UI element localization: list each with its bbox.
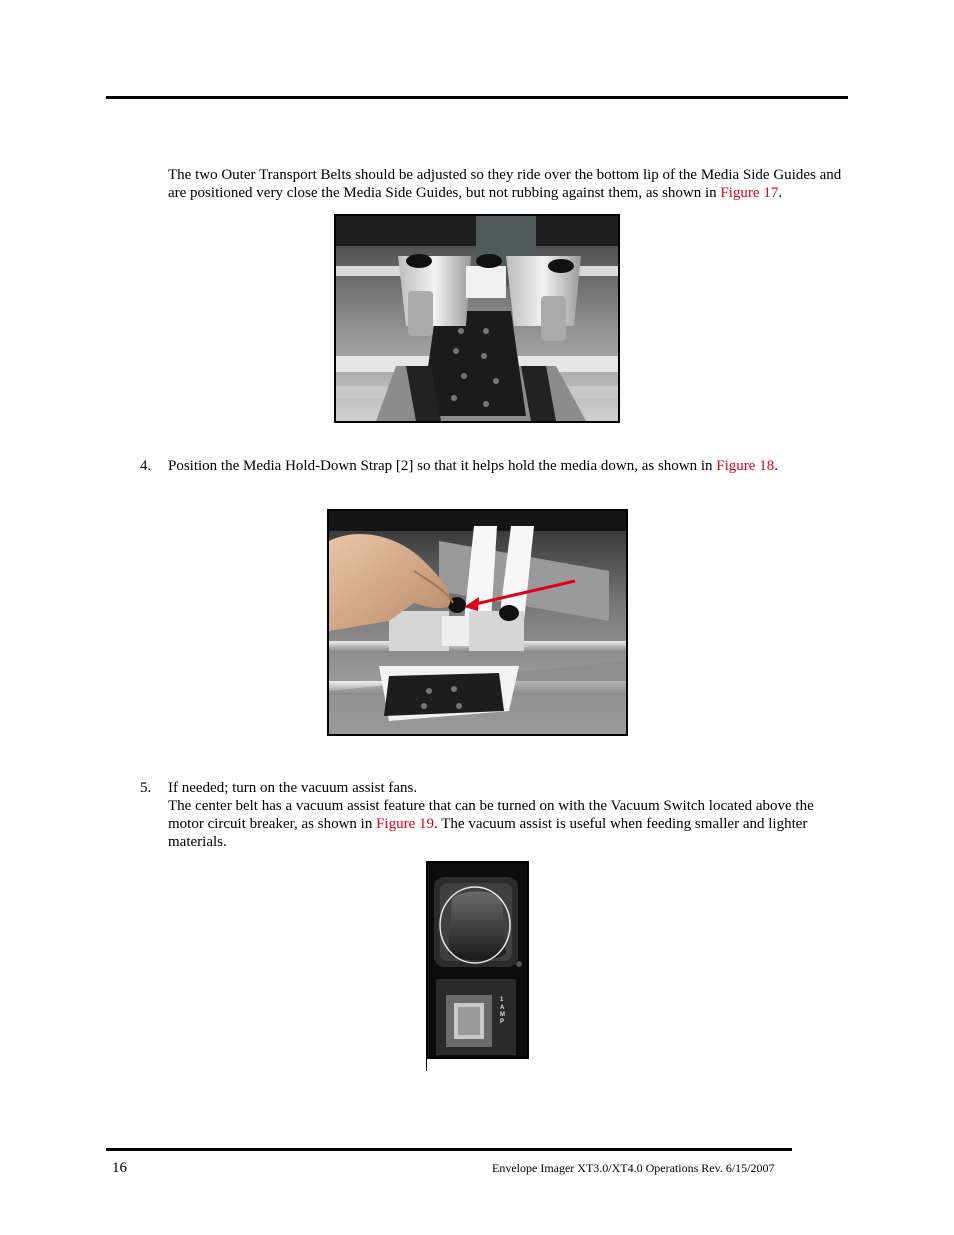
figure-19-edge-line [426,1055,427,1071]
step-5-body: The center belt has a vacuum assist feature that can be turned on with the Vacuum Switch located above the motor circuit breaker, as shown in [168,798,814,832]
step-5-paragraph [168,797,848,851]
step-4-body: Position the Media Hold-Down Strap [2] so that it helps hold the media down, as shown in [168,458,717,474]
step-4-number: 4. [140,458,152,474]
figure-17-link[interactable]: Figure 17 [720,185,779,201]
step-5-heading [168,779,848,797]
footer-rule [106,1148,792,1151]
step-5-line1: If needed; turn on the vacuum assist fans. [168,780,418,796]
figure-18-photo [327,509,628,736]
figure-19-link[interactable]: Figure 19 [376,816,435,832]
intro-tail: . [778,185,783,201]
page-number: 16 [112,1160,127,1176]
header-rule [106,96,848,99]
breaker-rating-label: 1 A M P [500,997,505,1025]
step-4-tail: . [774,458,778,474]
intro-paragraph [168,166,848,202]
document-title: Envelope Imager XT3.0/XT4.0 Operations Rev. 6/15/2007 [492,1161,775,1175]
step-5-tail: . The vacuum assist is useful when feeding smaller and lighter materials. [168,816,808,850]
intro-text: The two Outer Transport Belts should be adjusted so they ride over the bottom lip of the Media Side Guides and are positioned very close the Media Side Guides, but not rubbing against them, as shown in [168,167,842,201]
step-5-number: 5. [140,780,152,796]
step-4-text [168,457,848,475]
figure-17-photo [334,214,620,423]
figure-19-photo [426,861,529,1059]
figure-18-link[interactable]: Figure 18 [716,458,775,474]
